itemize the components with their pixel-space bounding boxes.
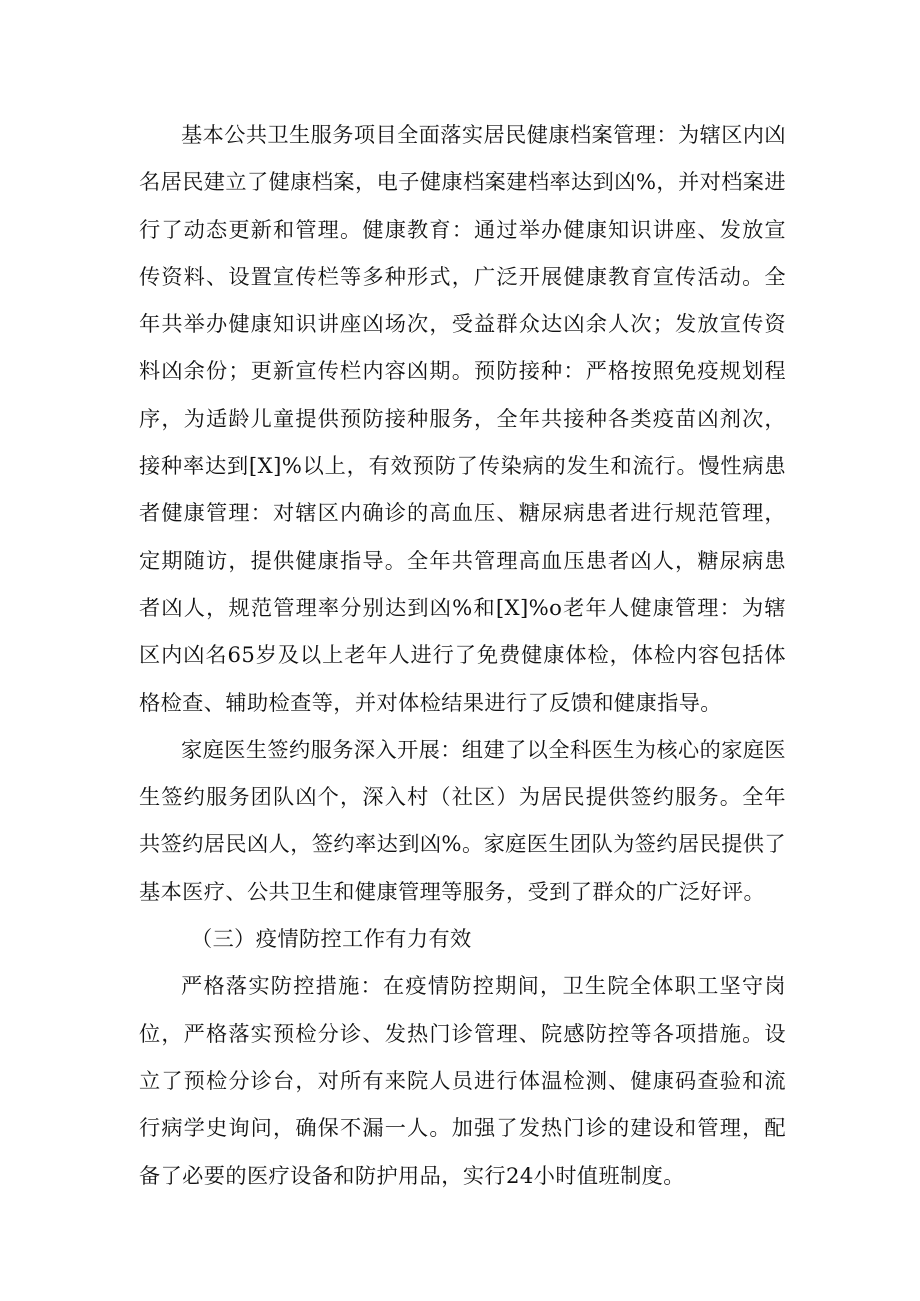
paragraph-prevention-measures: 严格落实防控措施：在疫情防控期间，卫生院全体职工坚守岗位，严格落实预检分诊、发热门诊管理、院感防控等各项措施。设立了预检分诊台，对所有来院人员进行体温检测、健康码查验和流行病学史询问，确保不漏一人。加强了发热门诊的建设和管理，配备了必要的医疗设备和防护用品，实行24小时值班制度。 [139, 973, 786, 1188]
paragraph-family-doctor-services: 家庭医生签约服务深入开展：组建了以全科医生为核心的家庭医生签约服务团队凶个，深入村（社区）为居民提供签约服务。全年共签约居民凶人，签约率达到凶%。家庭医生团队为签约居民提供了基本医疗、公共卫生和健康管理等服务，受到了群众的广泛好评。 [139, 736, 786, 904]
section-heading-epidemic-prevention: （三）疫情防控工作有力有效 [191, 926, 472, 952]
paragraph-public-health-services: 基本公共卫生服务项目全面落实居民健康档案管理：为辖区内凶名居民建立了健康档案，电子健康档案建档率达到凶%，并对档案进行了动态更新和管理。健康教育：通过举办健康知识讲座、发放宣传资料、设置宣传栏等多种形式，广泛开展健康教育宣传活动。全年共举办健康知识讲座凶场次，受益群众达凶余人次；发放宣传资料凶余份；更新宣传栏内容凶期。预防接种：严格按照免疫规划程序，为适龄儿童提供预防接种服务，全年共接种各类疫苗凶剂次，接种率达到[X]%以上，有效预防了传染病的发生和流行。慢性病患者健康管理：对辖区内确诊的高血压、糖尿病患者进行规范管理，定期随访，提供健康指导。全年共管理高血压患者凶人，糖尿病患者凶人，规范管理率分别达到凶%和[X]%o老年人健康管理：为辖区内凶名65岁及以上老年人进行了免费健康体检，体检内容包括体格检查、辅助检查等，并对体检结果进行了反馈和健康指导。 [139, 122, 786, 715]
